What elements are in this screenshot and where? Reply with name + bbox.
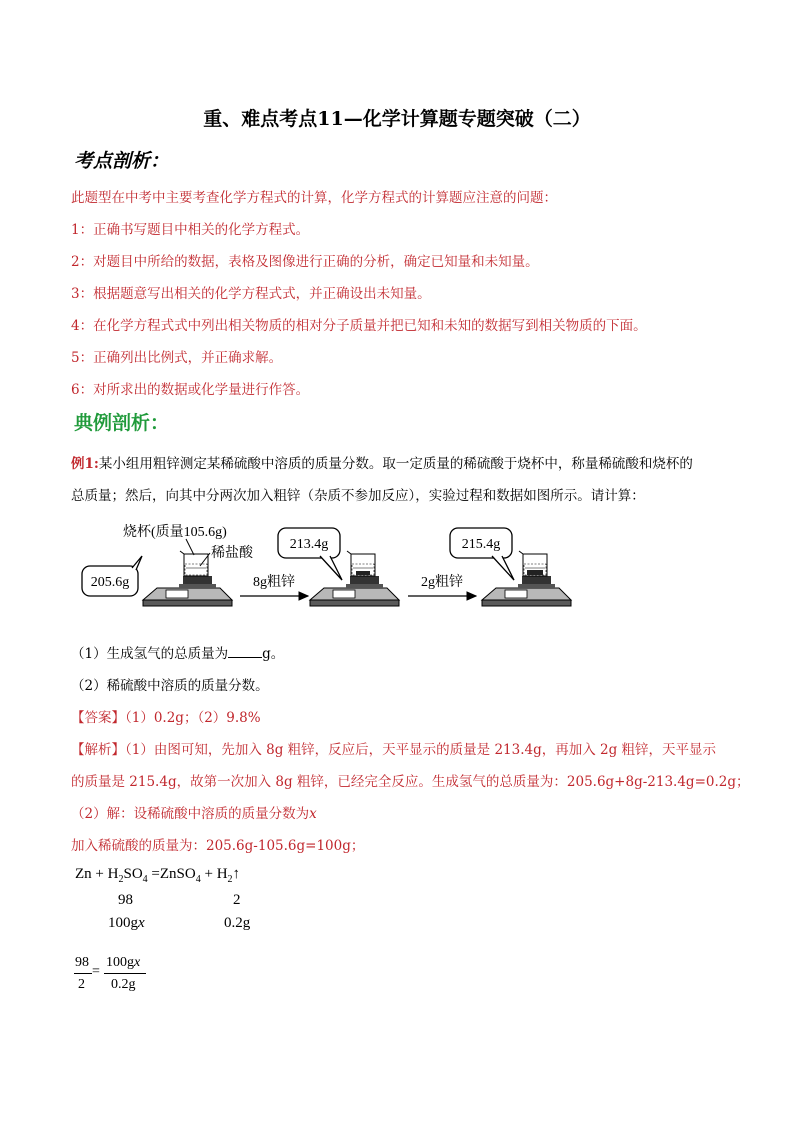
analysis-point: 2：对题目中所给的数据，表格及图像进行正确的分析，确定已知量和未知量。 — [71, 254, 539, 270]
beaker-label: 烧杯(质量105.6g) — [123, 525, 227, 540]
molar-mass-h2: 2 — [233, 892, 241, 908]
analysis-point: 3：根据题意写出相关的化学方程式式，并正确设出未知量。 — [71, 286, 431, 302]
example-text-line: 总质量；然后，向其中分两次加入粗锌（杂质不参加反应），实验过程和数据如图所示。请计算： — [71, 488, 645, 504]
answer-label: 【答案】 — [71, 710, 125, 726]
solution-line: 加入稀硫酸的质量为：205.6g-105.6g=100g； — [71, 838, 365, 854]
arrow-label-1: 8g粗锌 — [253, 575, 295, 590]
fraction-left-numerator: 98 — [75, 955, 89, 970]
fraction-bar — [74, 973, 92, 974]
answer-line — [71, 706, 261, 726]
acid-label: 稀盐酸 — [211, 546, 253, 561]
analysis-point: 5：正确列出比例式，并正确求解。 — [71, 350, 283, 366]
example-label: 例1: — [71, 456, 99, 472]
reading-callout-1 — [82, 556, 142, 596]
fraction-bar — [104, 973, 146, 974]
solution-line: （2）解：设稀硫酸中溶质的质量分数为x — [71, 806, 317, 822]
molar-mass-h2so4: 98 — [118, 892, 133, 908]
equals-sign: = — [92, 964, 100, 979]
fraction-right-numerator: 100gx — [106, 955, 141, 970]
solution-line: 的质量是 215.4g，故第一次加入 8g 粗锌，已经完全反应。生成氢气的总质量为：205.6g+8g-213.4g=0.2g； — [71, 774, 750, 790]
fraction-left-denominator: 2 — [78, 977, 85, 992]
chemical-equation: $Zn + H_2SO_4$ =ZnSO$_4$ + $H_2↑$ — [75, 866, 241, 885]
page-title: 重、难点考点11—化学计算题专题突破（二） — [203, 108, 591, 130]
example-text-line — [71, 452, 693, 472]
question-1: （1）生成氢气的总质量为 g。 — [71, 646, 285, 662]
section-heading-analysis: 考点剖析： — [74, 150, 170, 172]
amount-h2: 0.2g — [224, 915, 251, 931]
section-heading-example: 典例剖析： — [74, 412, 170, 434]
question-2: （2）稀硫酸中溶质的质量分数。 — [71, 678, 269, 694]
reading-2: 213.4g — [289, 537, 329, 552]
analysis-point: 1：正确书写题目中相关的化学方程式。 — [71, 222, 310, 238]
reading-callout-2 — [278, 528, 342, 580]
analysis-point: 6：对所求出的数据或化学量进行作答。 — [71, 382, 310, 398]
reading-1: 205.6g — [90, 575, 130, 590]
answer-text: （1）0.2g；（2）9.8% — [125, 710, 261, 726]
arrow-label-2: 2g粗锌 — [421, 575, 463, 590]
reading-callout-3 — [450, 528, 514, 580]
solution-line: 【解析】（1）由图可知，先加入 8g 粗锌，反应后，天平显示的质量是 213.4g，再加入 2g 粗锌，天平显示 — [71, 742, 717, 758]
solution-label: 【解析】 — [71, 742, 125, 758]
analysis-intro: 此题型在中考中主要考查化学方程式的计算，化学方程式的计算题应注意的问题： — [71, 190, 557, 206]
experiment-figure — [80, 518, 620, 618]
example-text: 某小组用粗锌测定某稀硫酸中溶质的质量分数。取一定质量的稀硫酸于烧杯中，称量稀硫酸和烧杯的 — [98, 456, 693, 472]
fraction-right-denominator: 0.2g — [111, 977, 136, 992]
variable-x: x — [309, 806, 317, 822]
amount-h2so4: 100gx — [108, 915, 145, 931]
answer-blank — [228, 645, 262, 658]
reading-3: 215.4g — [461, 537, 501, 552]
analysis-point: 4：在化学方程式式中列出相关物质的相对分子质量并把已知和未知的数据写到相关物质的下面。 — [71, 318, 647, 334]
